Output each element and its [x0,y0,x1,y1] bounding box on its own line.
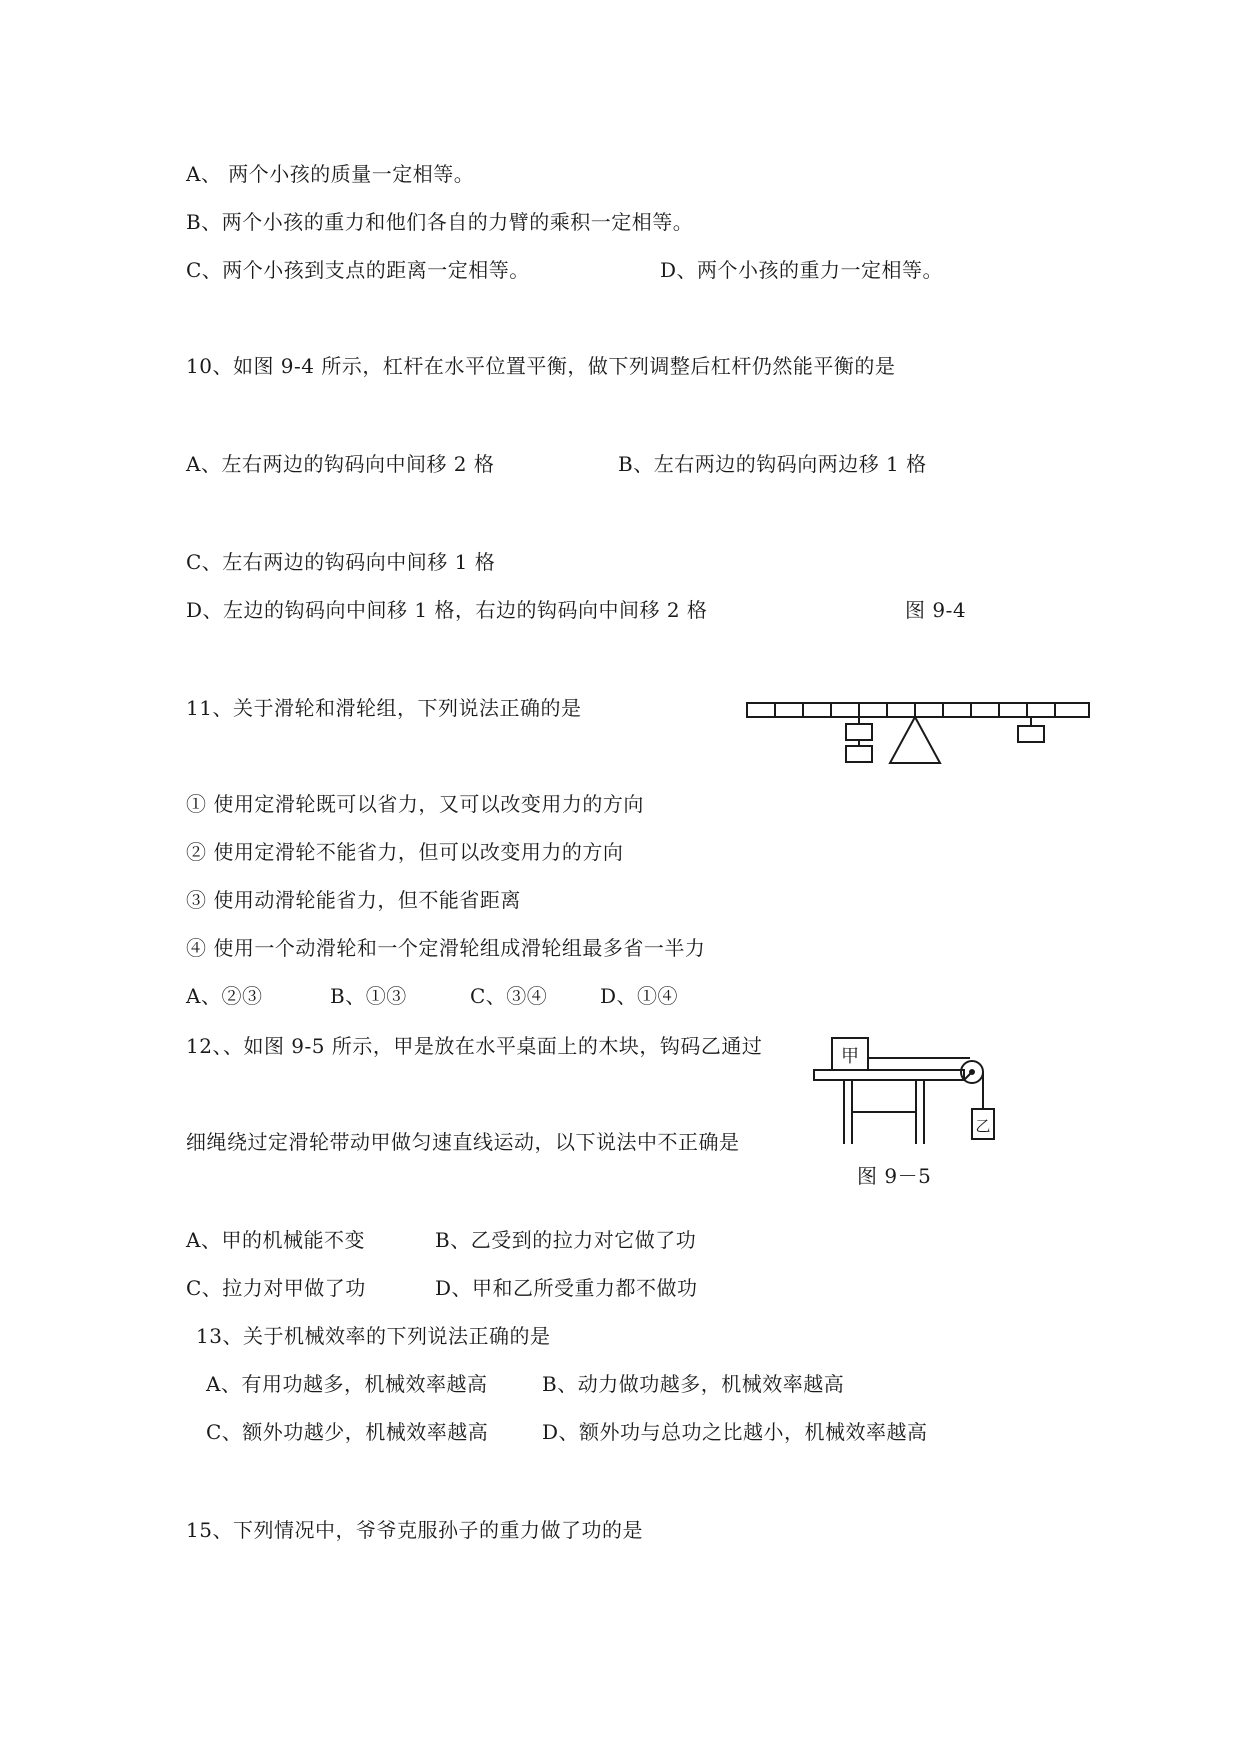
left-weight-1 [846,724,872,740]
q12-option-b: B、乙受到的拉力对它做了功 [435,1228,697,1252]
q11-stem: 11、关于滑轮和滑轮组，下列说法正确的是 [186,696,582,720]
q9-option-a: A、 两个小孩的质量一定相等。 [186,162,475,186]
figure-9-4-caption: 图 9-4 [905,598,967,622]
table-top [814,1070,964,1080]
lever-diagram [745,700,1095,770]
left-weight-2 [846,746,872,762]
q12-option-a: A、甲的机械能不变 [186,1228,365,1252]
q11-statement-4: ④ 使用一个动滑轮和一个定滑轮组成滑轮组最多省一半力 [186,936,706,960]
q11-statement-3: ③ 使用动滑轮能省力，但不能省距离 [186,888,521,912]
q9-option-c: C、两个小孩到支点的距离一定相等。 [186,258,530,282]
q11-statement-1: ① 使用定滑轮既可以省力，又可以改变用力的方向 [186,792,644,816]
block-label: 甲 [841,1046,859,1067]
figure-9-5-caption: 图 9－5 [857,1164,932,1188]
q12-stem-line-2: 细绳绕过定滑轮带动甲做匀速直线运动，以下说法中不正确是 [186,1130,740,1154]
q13-option-a: A、有用功越多，机械效率越高 [206,1372,488,1396]
right-weight [1018,726,1044,742]
q13-option-c: C、额外功越少，机械效率越高 [206,1420,489,1444]
q11-option-d: D、①④ [600,984,679,1008]
q12-stem-line-1: 12、、如图 9-5 所示，甲是放在水平桌面上的木块，钩码乙通过 [186,1034,763,1058]
q12-option-d: D、甲和乙所受重力都不做功 [435,1276,698,1300]
q13-stem: 13、关于机械效率的下列说法正确的是 [196,1324,551,1348]
q10-option-a: A、左右两边的钩码向中间移 2 格 [186,452,495,476]
table-pulley-diagram [810,1036,1010,1148]
q11-statement-2: ② 使用定滑轮不能省力，但可以改变用力的方向 [186,840,624,864]
q10-option-c: C、左右两边的钩码向中间移 1 格 [186,550,496,574]
q10-option-b: B、左右两边的钩码向两边移 1 格 [618,452,927,476]
weight-label: 乙 [975,1117,991,1135]
q13-option-b: B、动力做功越多，机械效率越高 [542,1372,845,1396]
q9-option-b: B、两个小孩的重力和他们各自的力臂的乘积一定相等。 [186,210,694,234]
lever-beam [747,703,1089,717]
fulcrum [890,717,940,763]
q11-option-a: A、②③ [186,984,263,1008]
q10-stem: 10、如图 9-4 所示，杠杆在水平位置平衡，做下列调整后杠杆仍然能平衡的是 [186,354,896,378]
q11-option-b: B、①③ [330,984,407,1008]
q15-stem: 15、下列情况中，爷爷克服孙子的重力做了功的是 [186,1518,643,1542]
q12-option-c: C、拉力对甲做了功 [186,1276,366,1300]
q9-option-d: D、两个小孩的重力一定相等。 [660,258,944,282]
q11-option-c: C、③④ [470,984,548,1008]
q13-option-d: D、额外功与总功之比越小，机械效率越高 [542,1420,928,1444]
q10-option-d: D、左边的钩码向中间移 1 格，右边的钩码向中间移 2 格 [186,598,708,622]
